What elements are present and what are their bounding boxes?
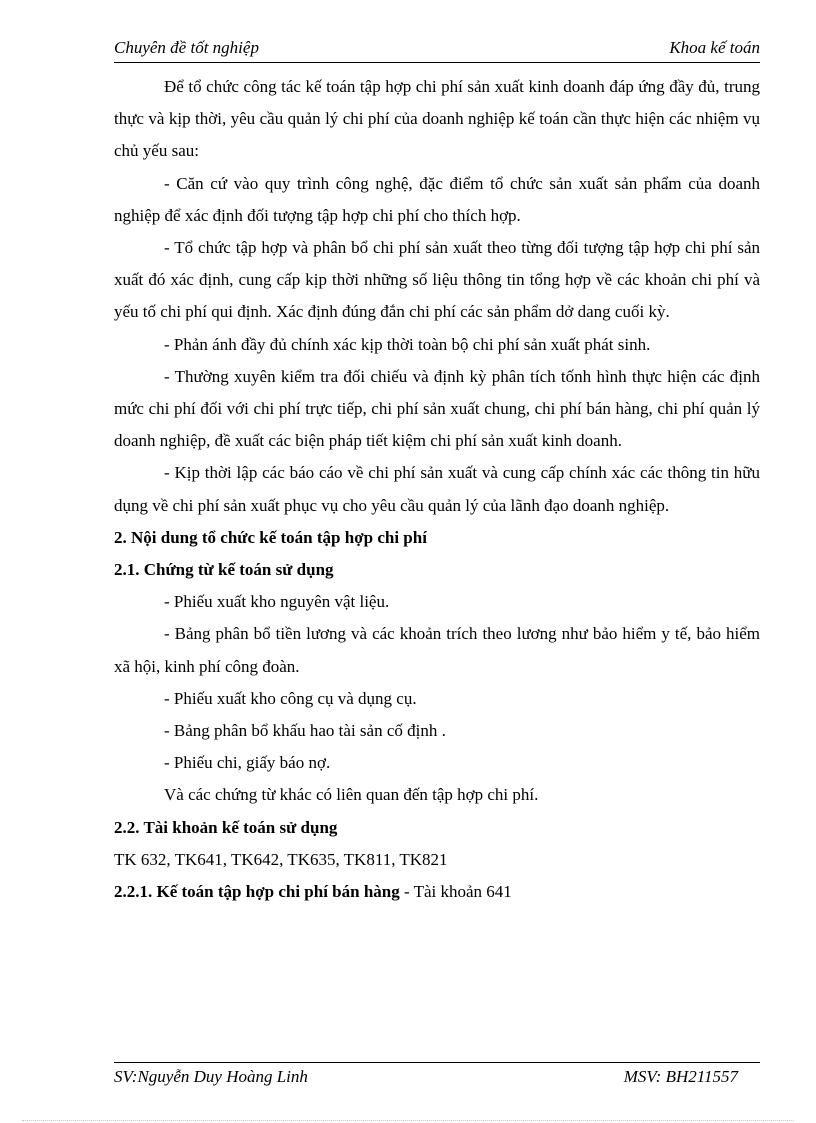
student-name: SV:Nguyễn Duy Hoàng Linh bbox=[114, 1067, 308, 1086]
document-item: - Phiếu xuất kho nguyên vật liệu. bbox=[164, 592, 390, 612]
section-2-1-heading: 2.1. Chứng từ kế toán sử dụng bbox=[114, 560, 334, 580]
document-item: - Phiếu chi, giấy báo nợ. bbox=[164, 753, 331, 773]
section-2-2-1-account: - Tài khoản 641 bbox=[399, 882, 512, 902]
accounts-line: TK 632, TK641, TK642, TK635, TK811, TK821 bbox=[114, 849, 448, 869]
section-2-2-1-title: 2.2.1. Kế toán tập hợp chi phí bán hàng bbox=[114, 882, 400, 902]
student-id: MSV: BH211557 bbox=[623, 1067, 738, 1086]
document-item: - Bảng phân bổ khấu hao tài sản cố định . bbox=[164, 721, 446, 741]
section-2-2-1-heading bbox=[114, 876, 760, 908]
header-department: Khoa kế toán bbox=[669, 38, 760, 57]
paragraph-task-3: - Phản ánh đầy đủ chính xác kịp thời toàn bộ chi phí sản xuất phát sinh. bbox=[164, 334, 651, 354]
paragraph-intro: Để tổ chức công tác kế toán tập hợp chi phí sản xuất kinh doanh đáp ứng đầy đủ, trung thực và kịp thời, yêu cầu quản lý chi phí của doanh nghiệp kế toán cần thực hiện các nhiệm vụ chủ yếu sau: bbox=[114, 77, 760, 161]
document-item: - Phiếu xuất kho công cụ và dụng cụ. bbox=[164, 688, 417, 708]
page-header bbox=[114, 38, 760, 63]
paragraph-task-1: - Căn cứ vào quy trình công nghệ, đặc điểm tổ chức sản xuất sản phẩm của doanh nghiệp để xác định đối tượng tập hợp chi phí cho thích hợp. bbox=[114, 173, 760, 225]
page-footer bbox=[114, 1062, 760, 1093]
page-bottom-divider bbox=[22, 1120, 794, 1121]
document-item: - Bảng phân bổ tiền lương và các khoản trích theo lương như bảo hiểm y tế, bảo hiểm xã hội, kinh phí công đoàn. bbox=[114, 624, 760, 676]
paragraph-task-4: - Thường xuyên kiểm tra đối chiếu và định kỳ phân tích tốnh hình thực hiện các định mức chi phí đối với chi phí trực tiếp, chi phí sản xuất chung, chi phí bán hàng, chi phí quản lý doanh nghiệp, đề xuất các biện pháp tiết kiệm chi phí sản xuất kinh doanh. bbox=[114, 366, 760, 451]
document-item: Và các chứng từ khác có liên quan đến tập hợp chi phí. bbox=[164, 785, 539, 805]
section-2-heading: 2. Nội dung tổ chức kế toán tập hợp chi phí bbox=[114, 527, 427, 547]
document-body bbox=[114, 71, 760, 908]
paragraph-task-5: - Kịp thời lập các báo cáo về chi phí sản xuất và cung cấp chính xác các thông tin hữu dụng về chi phí sản xuất phục vụ cho yêu cầu quản lý của lãnh đạo doanh nghiệp. bbox=[114, 463, 760, 515]
header-title: Chuyên đề tốt nghiệp bbox=[114, 38, 259, 57]
paragraph-task-2: - Tổ chức tập hợp và phân bổ chi phí sản xuất theo từng đối tượng tập hợp chi phí sản xuất đó xác định, cung cấp kịp thời những số liệu thông tin tổng hợp về các khoản chi phí và yếu tố chi phí qui định. Xác định đúng đắn chi phí các sản phẩm dở dang cuối kỳ. bbox=[114, 238, 760, 322]
section-2-2-heading: 2.2. Tài khoản kế toán sử dụng bbox=[114, 817, 338, 837]
